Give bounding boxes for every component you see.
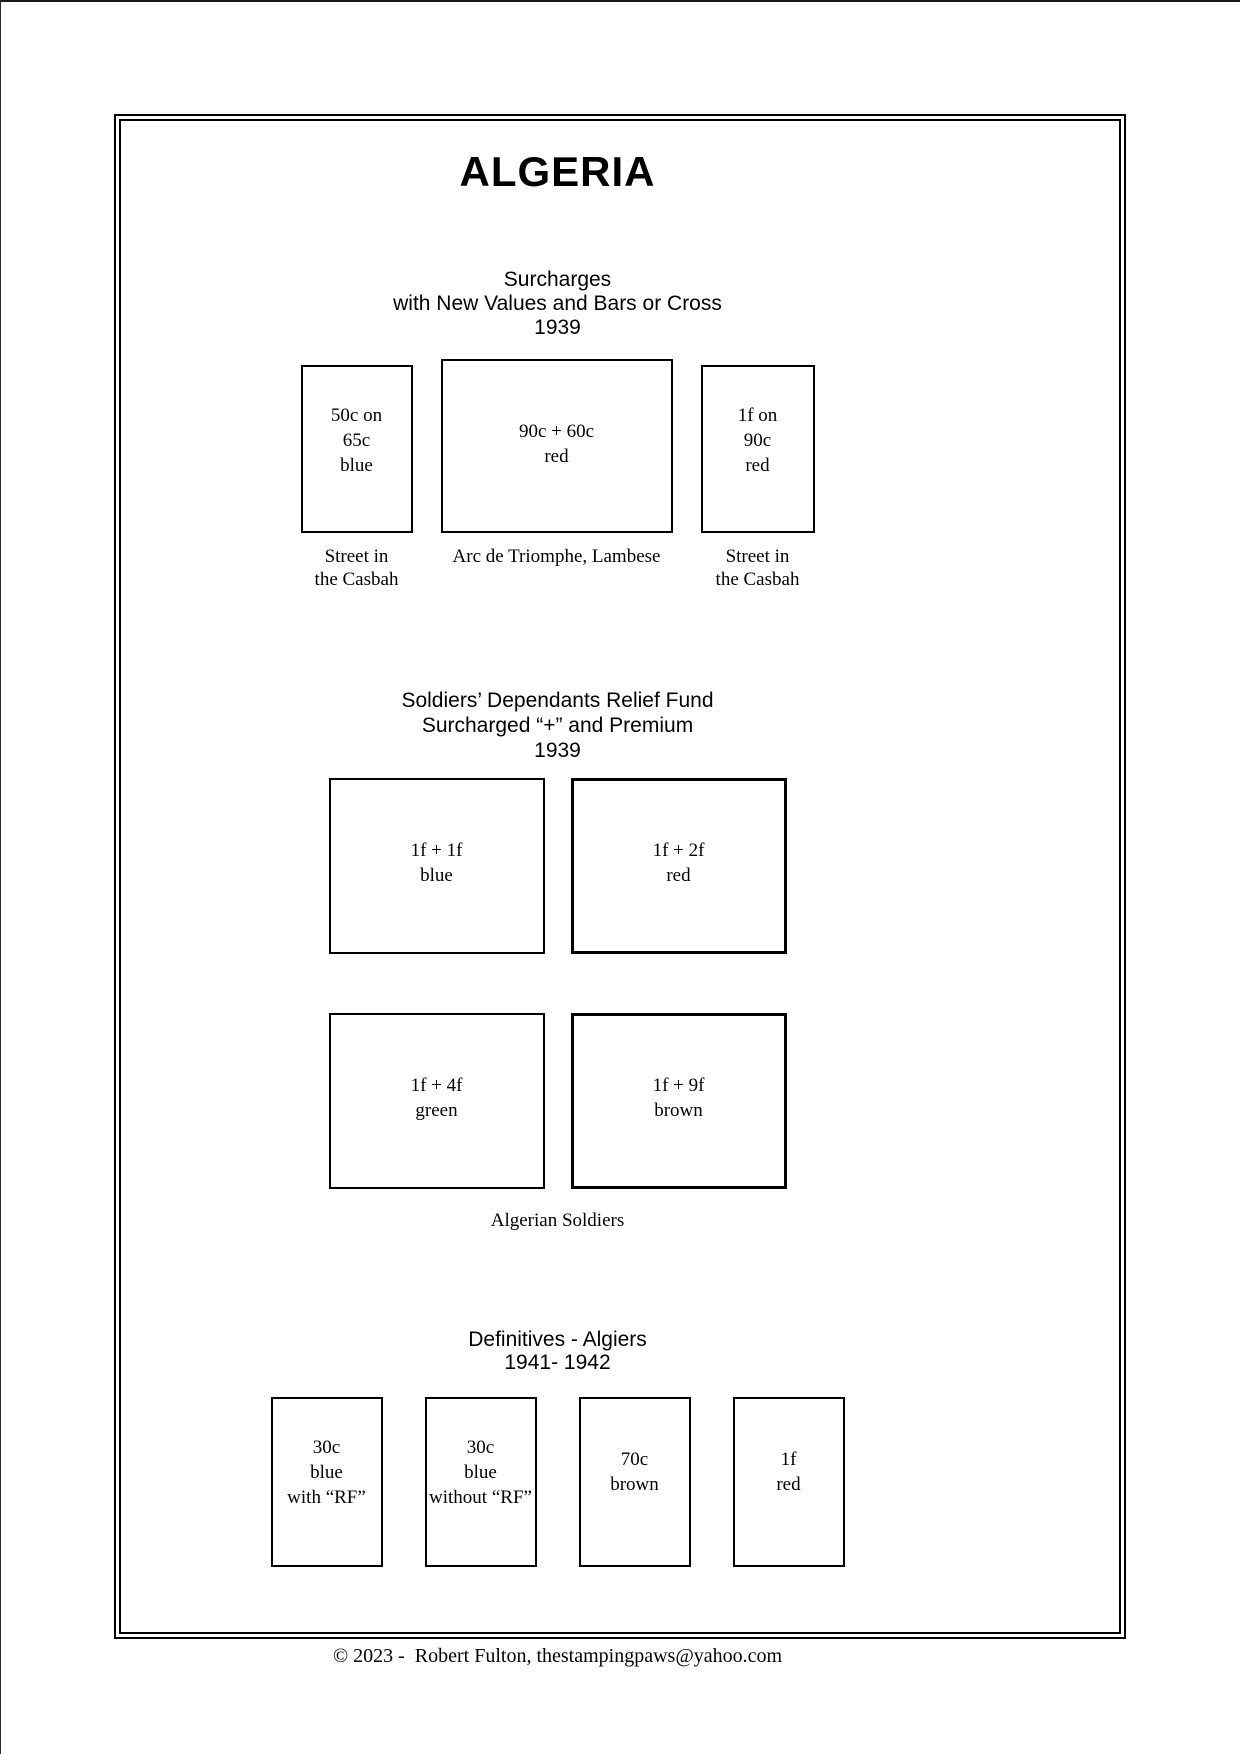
section-heading-relief-fund (115, 688, 1000, 763)
heading-line: Surcharges (503, 268, 612, 291)
stamp-box-90c-60c (441, 359, 673, 533)
stamp-box-1f (733, 1397, 845, 1567)
caption-row-surcharges (115, 545, 1000, 591)
stamp-value-line: 1f on (737, 404, 778, 426)
page-title: ALGERIA (459, 148, 656, 195)
stamp-box-1f-9f (571, 1013, 787, 1189)
stamp-color-line: red (666, 865, 691, 886)
stamp-row-relief-fund-1 (115, 778, 1000, 954)
stamp-color-line: red (544, 446, 569, 467)
stamp-color-line: brown (610, 1474, 659, 1495)
stamp-box-30c-without-rf (425, 1397, 537, 1567)
stamp-caption (301, 545, 413, 591)
stamp-row-surcharges (115, 359, 1000, 533)
heading-line: with New Values and Bars or Cross (393, 292, 722, 315)
stamp-color-line: blue (464, 1461, 497, 1483)
stamp-value-line: 1f (780, 1449, 797, 1470)
stamp-color-line: red (745, 454, 770, 476)
stamp-value-line: 1f + 2f (652, 840, 705, 861)
heading-line: Definitives - Algiers (468, 1328, 647, 1351)
heading-line: 1939 (534, 739, 581, 762)
stamp-value-line: 1f + 4f (410, 1075, 463, 1096)
stamp-caption (441, 545, 673, 568)
stamp-value-line: 30c (312, 1436, 341, 1458)
stamp-value-line: 1f + 9f (652, 1075, 705, 1096)
stamp-color-line: blue (340, 454, 373, 476)
footer-credit: © 2023 - Robert Fulton, thestampingpaws@yahoo.com (332, 1645, 783, 1667)
stamp-box-1f-4f (329, 1013, 545, 1189)
scan-edge-left (0, 0, 1, 1754)
stamp-color-line: brown (654, 1100, 703, 1121)
section-heading-surcharges (115, 268, 1000, 340)
heading-line: Surcharged “+” and Premium (421, 714, 694, 737)
stamp-box-50c-on-65c (301, 365, 413, 533)
caption-line: the Casbah (314, 569, 399, 590)
stamp-value-line: 90c (743, 429, 772, 451)
section-heading-definitives (115, 1328, 1000, 1374)
stamp-variant-line: without “RF” (429, 1486, 532, 1508)
stamp-value-line: 65c (342, 429, 371, 451)
stamp-row-definitives (115, 1397, 1000, 1567)
stamp-value-line: 30c (466, 1436, 495, 1458)
stamp-caption (701, 545, 815, 591)
stamp-box-1f-1f (329, 778, 545, 954)
stamp-row-relief-fund-2 (115, 1013, 1000, 1189)
stamp-value-line: 70c (620, 1449, 649, 1470)
stamp-caption-algerian-soldiers: Algerian Soldiers (490, 1210, 625, 1231)
heading-line: 1939 (534, 316, 581, 339)
stamp-value-line: 90c + 60c (518, 421, 595, 442)
stamp-color-line: blue (420, 865, 453, 886)
caption-line: Arc de Triomphe, Lambese (452, 546, 661, 567)
stamp-box-1f-2f (571, 778, 787, 954)
stamp-variant-line: with “RF” (287, 1486, 366, 1508)
heading-line: 1941- 1942 (504, 1351, 611, 1374)
stamp-box-70c (579, 1397, 691, 1567)
heading-line: Soldiers’ Dependants Relief Fund (401, 689, 714, 712)
caption-line: Street in (324, 546, 389, 567)
stamp-value-line: 1f + 1f (410, 840, 463, 861)
scan-edge-top (0, 0, 1240, 2)
stamp-box-1f-on-90c (701, 365, 815, 533)
stamp-value-line: 50c on (330, 404, 383, 426)
caption-line: the Casbah (715, 569, 800, 590)
stamp-box-30c-with-rf (271, 1397, 383, 1567)
stamp-color-line: red (776, 1474, 801, 1495)
caption-line: Street in (725, 546, 790, 567)
stamp-color-line: green (415, 1100, 458, 1121)
stamp-color-line: blue (310, 1461, 343, 1483)
